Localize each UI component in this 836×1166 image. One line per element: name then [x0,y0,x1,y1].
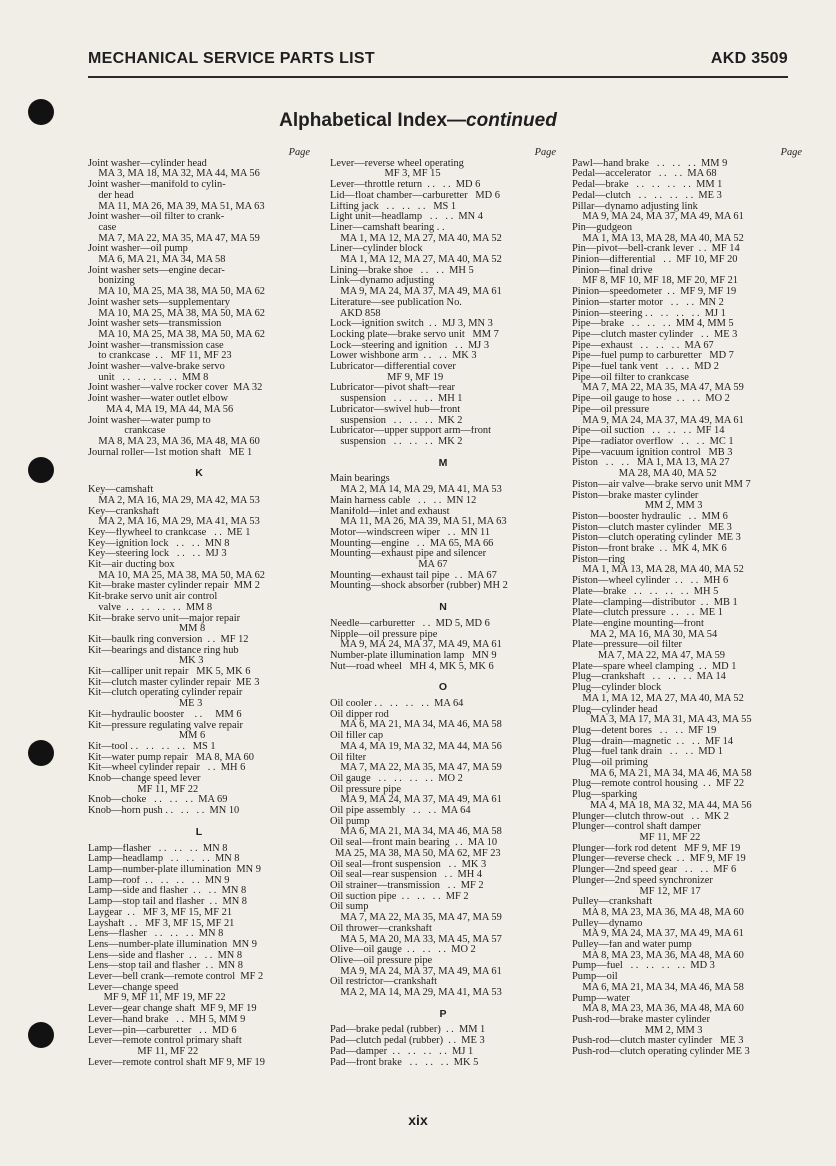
index-entry: Piston—brake master cylinder [572,490,699,501]
index-entry: Oil dipper rod [330,709,389,720]
section-letter: O [438,681,448,694]
index-entry: Oil thrower—crankshaft [330,923,432,934]
index-entry: MA 7, MA 22, MA 47, MA 59 [572,651,725,662]
index-entry: Plug—cylinder head [572,704,658,715]
index-entry: MA 11, MA 26, MA 39, MA 51, MA 63 [330,517,507,528]
index-entry: Lamp—side and flasher . . . . MN 8 [88,886,247,897]
index-entry: Mounting—exhaust pipe and silencer [330,549,487,560]
index-entry: Pipe—oil suction . . . . . . MF 14 [572,426,725,437]
index-entry: Lid—float chamber—carburetter MD 6 [330,190,500,201]
index-entry: Lubricator—swivel hub—front [330,404,461,415]
index-entry: Plate—pressure—oil filter [572,640,682,651]
section-letter: L [195,825,203,838]
index-entry: MA 2, MA 14, MA 29, MA 41, MA 53 [330,485,502,496]
index-entry: Lubricator—pivot shaft—rear [330,383,455,394]
index-entry: Plug—oil priming [572,758,648,769]
index-column-2 [330,148,556,1068]
section-letter: P [439,1007,447,1020]
index-entry: Lining—brake shoe . . . . MH 5 [330,265,474,276]
index-entry: Plug—cylinder block [572,683,662,694]
index-entry: Lens—flasher . . . . . . MN 8 [88,929,224,940]
index-entry: Lever—remote control shaft MF 9, MF 19 [88,1057,265,1068]
index-entry: Key—crankshaft [88,506,159,517]
index-entry: to crankcase . . MF 11, MF 23 [88,351,232,362]
index-entry: Pad—front brake . . . . . . MK 5 [330,1057,479,1068]
index-entry: Lower wishbone arm . . . . MK 3 [330,351,477,362]
index-entry: MA 10, MA 25, MA 38, MA 50, MA 62 [88,570,265,581]
index-entry: MA 2, MA 16, MA 29, MA 41, MA 53 [88,517,260,528]
index-entry: Knob—choke . . . . . . MA 69 [88,795,228,806]
index-entry: Piston—wheel cylinder . . . . MH 6 [572,576,729,587]
index-entry: Pipe—radiator overflow . . . . MC 1 [572,436,734,447]
index-entry: MF 11, MF 22 [88,784,199,795]
index-entry: Joint washer—cylinder head [88,158,207,169]
index-entry: Plunger—2nd speed gear . . . . MF 6 [572,865,737,876]
index-entry: MA 1, MA 12, MA 27, MA 40, MA 52 [330,233,502,244]
index-entry: Pump—oil [572,972,618,983]
index-entry: Piston—booster hydraulic . . MM 6 [572,511,728,522]
index-entry: Pinion—final drive [572,265,653,276]
index-entry: Mounting—exhaust tail pipe . . MA 67 [330,570,497,581]
index-entry: MF 11, MF 22 [572,833,701,843]
index-entry: Plug—fuel tank drain . . . . MD 1 [572,747,723,758]
index-entry: MA 1, MA 12, MA 27, MA 40, MA 52 [572,693,744,704]
index-entry: MM 2, MM 3 [572,1025,703,1036]
index-entry: Plunger—2nd speed synchronizer [572,875,713,886]
index-entry: Pad—damper . . . . . . . . MJ 1 [330,1046,474,1057]
index-entry: Push-rod—clutch master cylinder ME 3 [572,1036,744,1047]
index-entry: Piston—clutch master cylinder ME 3 [572,522,732,533]
index-entry: Locking plate—brake servo unit MM 7 [330,329,499,340]
index-entry: MA 2, MA 16, MA 29, MA 42, MA 53 [88,495,260,506]
index-entry: Plunger—reverse check . . MF 9, MF 19 [572,854,746,865]
index-entry: Journal roller—1st motion shaft ME 1 [88,447,253,458]
index-entry: ME 3 [88,699,203,710]
index-entry: Link—dynamo adjusting [330,276,435,287]
index-entry: Kit—wheel cylinder repair . . MH 6 [88,763,246,774]
index-entry: Pulley—fan and water pump [572,940,692,951]
index-entry: Oil pipe assembly . . . . MA 64 [330,806,471,817]
index-entry: Key—flywheel to crankcase . . ME 1 [88,527,251,538]
index-entry: Oil restrictor—crankshaft [330,977,438,988]
index-entry: Joint washer—manifold to cylin- [88,180,226,191]
index-entry: Pinion—speedometer . . MF 9, MF 19 [572,287,737,298]
index-entry: Kit—clutch operating cylinder repair [88,688,243,699]
index-entry: Lever—change speed [88,982,179,993]
index-entry: Kit—hydraulic booster . . MM 6 [88,709,242,720]
index-entry: suspension . . . . . . MH 1 [330,394,463,405]
index-entry: Main bearings [330,474,390,485]
index-entry: MA 4, MA 19, MA 32, MA 44, MA 56 [330,741,502,752]
index-entry: der head [88,190,134,201]
index-entry: Layshaft . . MF 3, MF 15, MF 21 [88,918,235,929]
index-entry: valve . . . . . . . . MM 8 [88,602,213,613]
index-entry: Lens—number-plate illumination MN 9 [88,939,257,950]
index-entry: MA 7, MA 22, MA 35, MA 47, MA 59 [88,233,260,244]
index-entry: MA 1, MA 12, MA 27, MA 40, MA 52 [330,255,502,266]
index-title [0,110,836,132]
index-entry: Plug—sparking [572,790,638,801]
index-entry: MA 6, MA 21, MA 34, MA 58 [88,255,226,266]
index-entry: Plunger—control shaft damper [572,822,701,833]
index-entry: Lamp—roof . . . . . . . . MN 9 [88,875,230,886]
index-entry: MF 9, MF 11, MF 19, MF 22 [88,993,226,1004]
index-entry: MM 8 [88,624,206,635]
index-entry: MA 6, MA 21, MA 34, MA 46, MA 58 [330,827,502,838]
index-entry: Plate—brake . . . . . . . . MH 5 [572,586,719,597]
index-entry: MA 6, MA 21, MA 34, MA 46, MA 58 [330,720,502,731]
index-entry: bonizing [88,276,135,287]
binder-hole [28,99,54,125]
index-entry: MF 3, MF 15 [330,169,441,180]
index-entry: MA 67 [330,560,448,571]
index-title-continued: continued [466,110,557,131]
index-entry: Olive—oil pressure pipe [330,955,433,966]
index-entry: Plate—clutch pressure . . . . ME 1 [572,608,723,619]
index-entry: Lever—remote control primary shaft [88,1036,242,1047]
index-entry: Pedal—accelerator . . . . MA 68 [572,169,717,180]
index-entry: Piston—ring [572,554,626,565]
index-column-3 [572,148,802,1058]
index-entry: suspension . . . . . . MK 2 [330,415,463,426]
index-entry: MA 8, MA 23, MA 36, MA 48, MA 60 [572,1004,744,1015]
index-entry: Joint washer sets—transmission [88,319,222,330]
index-entry: Pinion—starter motor . . . . MN 2 [572,297,724,308]
index-entry: Plunger—clutch throw-out . . MK 2 [572,811,729,822]
index-title-main: Alphabetical Index— [279,110,467,131]
index-entry: MA 25, MA 38, MA 50, MA 62, MF 23 [330,848,501,859]
index-entry: Oil suction pipe . . . . . . MF 2 [330,891,469,902]
index-entry: Main harness cable . . . . MN 12 [330,495,477,506]
index-entry: Light unit—headlamp . . . . MN 4 [330,212,483,223]
index-entry: Pipe—vacuum ignition control MB 3 [572,447,733,458]
index-entry: suspension . . . . . . MK 2 [330,436,463,447]
index-entry: Pipe—exhaust . . . . . . MA 67 [572,340,714,351]
index-entry: MA 8, MA 23, MA 36, MA 48, MA 60 [88,436,260,447]
index-entry: Laygear . . MF 3, MF 15, MF 21 [88,907,233,918]
index-entry: Joint washer—transmission case [88,340,224,351]
index-entry: Plug—detent bores . . . . MF 19 [572,725,717,736]
index-entry: Pin—pivot—bell-crank lever . . MF 14 [572,244,740,255]
index-entry: Lever—bell crank—remote control MF 2 [88,972,264,983]
index-entry: Lamp—flasher . . . . . . MN 8 [88,843,228,854]
index-entry: MA 6, MA 21, MA 34, MA 46, MA 58 [572,982,744,993]
index-entry: Pin—gudgeon [572,222,633,233]
index-entry: Kit—clutch master cylinder repair ME 3 [88,677,260,688]
index-entry: Oil filler cap [330,731,384,742]
index-entry: MA 10, MA 25, MA 38, MA 50, MA 62 [88,329,265,340]
index-entry: Kit—calliper unit repair MK 5, MK 6 [88,667,251,678]
index-entry: Oil pressure pipe [330,784,401,795]
index-entry: Piston—clutch operating cylinder ME 3 [572,533,741,544]
index-entry: crankcase [88,426,166,437]
index-entry: MF 8, MF 10, MF 18, MF 20, MF 21 [572,276,739,287]
index-entry: Lifting jack . . . . . . MS 1 [330,201,457,212]
index-entry: Plate—engine mounting—front [572,618,704,629]
index-entry: Plate—clamping—distributor . . MB 1 [572,597,738,608]
index-entry: MF 12, MF 17 [572,886,701,897]
index-entry: Lock—ignition switch . . MJ 3, MN 3 [330,319,493,330]
index-entry: Oil cooler . . . . . . . . MA 64 [330,699,464,710]
index-entry: Joint washer—water outlet elbow [88,394,228,405]
index-entry: Olive—oil gauge . . . . . . MO 2 [330,945,476,956]
index-entry: MA 9, MA 24, MA 37, MA 49, MA 61 [572,212,744,223]
index-entry: Key—steering lock . . . . MJ 3 [88,549,227,560]
index-entry: Lamp—stop tail and flasher . . MN 8 [88,897,248,908]
index-entry: Key—camshaft [88,485,154,496]
index-entry: Kit—brake servo unit—major repair [88,613,241,624]
index-entry: Piston—front brake . . MK 4, MK 6 [572,544,727,555]
index-entry: Pad—brake pedal (rubber) . . MM 1 [330,1025,486,1036]
index-entry: Knob—change speed lever [88,774,201,785]
index-entry: Kit—pressure regulating valve repair [88,720,243,731]
index-entry: Joint washer—oil pump [88,244,188,255]
index-entry: Key—ignition lock . . . . MN 8 [88,538,230,549]
index-entry: Joint washer sets—supplementary [88,297,230,308]
index-entry: Pedal—clutch . . . . . . . . ME 3 [572,190,722,201]
index-entry: Liner—camshaft bearing . . [330,222,445,233]
index-entry: Kit—baulk ring conversion . . MF 12 [88,634,249,645]
index-entry: MA 11, MA 26, MA 39, MA 51, MA 63 [88,201,265,212]
index-entry: case [88,222,117,233]
index-entry: Number-plate illumination lamp MN 9 [330,650,497,661]
index-entry: MA 9, MA 24, MA 37, MA 49, MA 61 [330,795,502,806]
index-entry: Lamp—headlamp . . . . . . MN 8 [88,854,240,865]
index-entry: Kit-brake servo unit air control [88,592,218,603]
index-entry: Knob—horn push . . . . . . MN 10 [88,806,240,817]
index-entry: Lever—throttle return . . . . MD 6 [330,180,481,191]
index-entry: Pillar—dynamo adjusting link [572,201,698,212]
binder-hole [28,1022,54,1048]
index-entry: MF 9, MF 19 [330,372,444,383]
index-entry: Needle—carburetter . . MD 5, MD 6 [330,618,490,629]
index-entry: Oil strainer—transmission . . MF 2 [330,881,484,891]
index-entry: Plug—crankshaft . . . . . . MA 14 [572,672,726,683]
index-entry: MA 9, MA 24, MA 37, MA 49, MA 61 [572,415,744,426]
index-entry: MF 11, MF 22 [88,1046,199,1057]
index-entry: MA 9, MA 24, MA 37, MA 49, MA 61 [572,929,744,940]
index-entry: Piston . . . . MA 1, MA 13, MA 27 [572,458,730,469]
index-entry: Oil sump [330,902,369,913]
index-entry: Pipe—fuel tank vent . . . . MD 2 [572,362,719,373]
index-entry: unit . . . . . . . . MM 8 [88,372,209,383]
index-entry: MK 3 [88,656,204,667]
index-entry: Oil seal—front suspension . . MK 3 [330,859,487,870]
index-entry: Nut—road wheel MH 4, MK 5, MK 6 [330,661,494,672]
header-rule [88,76,788,78]
index-entry: Kit—bearings and distance ring hub [88,645,239,656]
index-entry: MA 5, MA 20, MA 33, MA 45, MA 57 [330,934,502,945]
index-entry: Pulley—crankshaft [572,897,653,908]
index-entry: Lock—steering and ignition . . MJ 3 [330,340,490,351]
index-entry: Pad—clutch pedal (rubber) . . ME 3 [330,1036,485,1047]
index-entry: MA 7, MA 22, MA 35, MA 47, MA 59 [330,763,502,774]
index-entry: Kit—tool . . . . . . . . MS 1 [88,741,216,752]
index-entry: Pulley—dynamo [572,918,643,929]
index-entry: Lever—hand brake . . MH 5, MM 9 [88,1014,246,1025]
index-entry: Lens—side and flasher . . . . MN 8 [88,950,243,961]
index-entry: Literature—see publication No. [330,297,462,308]
index-entry: Pipe—oil gauge to hose . . . . MO 2 [572,394,730,405]
index-entry: MA 9, MA 24, MA 37, MA 49, MA 61 [330,287,502,298]
index-entry: MA 10, MA 25, MA 38, MA 50, MA 62 [88,287,265,298]
index-entry: Lamp—number-plate illumination MN 9 [88,865,261,875]
index-entry: Lens—stop tail and flasher . . MN 8 [88,961,243,972]
page-number: xix [408,1112,428,1128]
index-entry: Pump—fuel . . . . . . . . MD 3 [572,961,715,972]
index-column-1 [88,148,310,1068]
index-entry: Pawl—hand brake . . . . . . MM 9 [572,158,728,169]
section-letter: N [439,601,447,614]
index-entry: Oil filter [330,752,367,763]
page-column-label: Page [780,147,802,158]
index-entry: MA 7, MA 22, MA 35, MA 47, MA 59 [572,383,744,394]
index-entry: Joint washer—water pump to [88,415,211,426]
index-entry: Pipe—fuel pump to carburetter MD 7 [572,351,734,362]
index-entry: Lubricator—upper support arm—front [330,426,492,437]
index-entry: Oil seal—front main bearing . . MA 10 [330,838,498,849]
index-entry: Joint washer—valve-brake servo [88,362,225,373]
index-entry: Kit—water pump repair MA 8, MA 60 [88,752,254,763]
page-header [88,50,788,68]
index-entry: Mounting—shock absorber (rubber) MH 2 [330,581,508,592]
section-letter: M [438,456,448,469]
index-entry: Plug—remote control housing . . MF 22 [572,779,745,790]
index-entry: Kit—brake master cylinder repair MM 2 [88,581,260,592]
index-entry: MA 2, MA 14, MA 29, MA 41, MA 53 [330,988,502,999]
index-entry: MA 8, MA 23, MA 36, MA 48, MA 60 [572,950,744,961]
index-entry: MA 8, MA 23, MA 36, MA 48, MA 60 [572,907,744,918]
index-entry: MA 3, MA 18, MA 32, MA 44, MA 56 [88,169,260,180]
index-entry: Plate—spare wheel clamping . . MD 1 [572,661,737,672]
index-entry: Joint washer—valve rocker cover MA 32 [88,383,263,394]
index-entry: Lever—gear change shaft MF 9, MF 19 [88,1004,257,1015]
index-entry: Lubricator—differential cover [330,362,456,373]
index-entry: MA 9, MA 24, MA 37, MA 49, MA 61 [330,966,502,977]
index-entry: AKD 858 [330,308,381,319]
document-title: MECHANICAL SERVICE PARTS LIST [88,50,375,67]
index-entry: Pedal—brake . . . . . . . . MM 1 [572,180,723,191]
index-entry: Oil pump [330,816,370,827]
index-entry: Pipe—clutch master cylinder . . ME 3 [572,329,738,340]
index-entry: MA 4, MA 19, MA 44, MA 56 [88,404,234,415]
index-entry: Motor—windscreen wiper . . MN 11 [330,527,491,538]
index-entry: Manifold—inlet and exhaust [330,506,450,517]
index-entry: Kit—air ducting box [88,560,175,571]
index-entry: MA 7, MA 22, MA 35, MA 47, MA 59 [330,913,502,924]
index-entry: Plunger—fork rod detent MF 9, MF 19 [572,843,741,854]
index-entry: Nipple—oil pressure pipe [330,629,438,640]
index-entry: MA 6, MA 21, MA 34, MA 46, MA 58 [572,768,752,779]
index-entry: MA 1, MA 13, MA 28, MA 40, MA 52 [572,565,744,576]
index-entry: Pump—water [572,993,630,1004]
index-entry: Pinion—steering . . . . . . . . MJ 1 [572,308,726,319]
index-entry: MA 10, MA 25, MA 38, MA 50, MA 62 [88,308,265,319]
index-entry: Pipe—oil pressure [572,404,650,415]
index-entry: MM 6 [88,731,206,742]
index-entry: Mounting—engine . . MA 65, MA 66 [330,538,494,549]
index-entry: MA 9, MA 24, MA 37, MA 49, MA 61 [330,640,502,651]
index-entry: Joint washer sets—engine decar- [88,265,225,276]
index-entry: Lever—pin—carburetter . . MD 6 [88,1025,237,1036]
index-entry: Piston—air valve—brake servo unit MM 7 [572,479,751,490]
binder-hole [28,740,54,766]
index-entry: MA 3, MA 17, MA 31, MA 43, MA 55 [572,715,752,726]
index-entry: Oil seal—rear suspension . . MH 4 [330,870,483,881]
index-entry: Pinion—differential . . MF 10, MF 20 [572,255,738,266]
index-entry: MM 2, MM 3 [572,501,703,512]
index-entry: MA 4, MA 18, MA 32, MA 44, MA 56 [572,800,752,811]
page-column-label: Page [534,147,556,158]
index-entry: Pipe—oil filter to crankcase [572,372,689,383]
document-code: AKD 3509 [710,50,788,67]
index-entry: Plug—drain—magnetic . . . . MF 14 [572,736,734,747]
index-entry: Push-rod—brake master cylinder [572,1014,710,1025]
binder-hole [28,457,54,483]
index-entry: MA 1, MA 13, MA 28, MA 40, MA 52 [572,233,744,244]
index-entry: Pipe—brake . . . . . . MM 4, MM 5 [572,319,734,330]
page-column-label: Page [288,147,310,158]
index-entry: Joint washer—oil filter to crank- [88,212,225,223]
section-letter: K [195,467,203,480]
index-entry: MA 2, MA 16, MA 30, MA 54 [572,629,718,640]
index-entry: MA 28, MA 40, MA 52 [572,469,717,480]
index-entry: Push-rod—clutch operating cylinder ME 3 [572,1047,750,1058]
index-entry: Liner—cylinder block [330,244,423,255]
index-entry: Lever—reverse wheel operating [330,158,464,169]
index-entry: Oil gauge . . . . . . . . MO 2 [330,773,463,784]
